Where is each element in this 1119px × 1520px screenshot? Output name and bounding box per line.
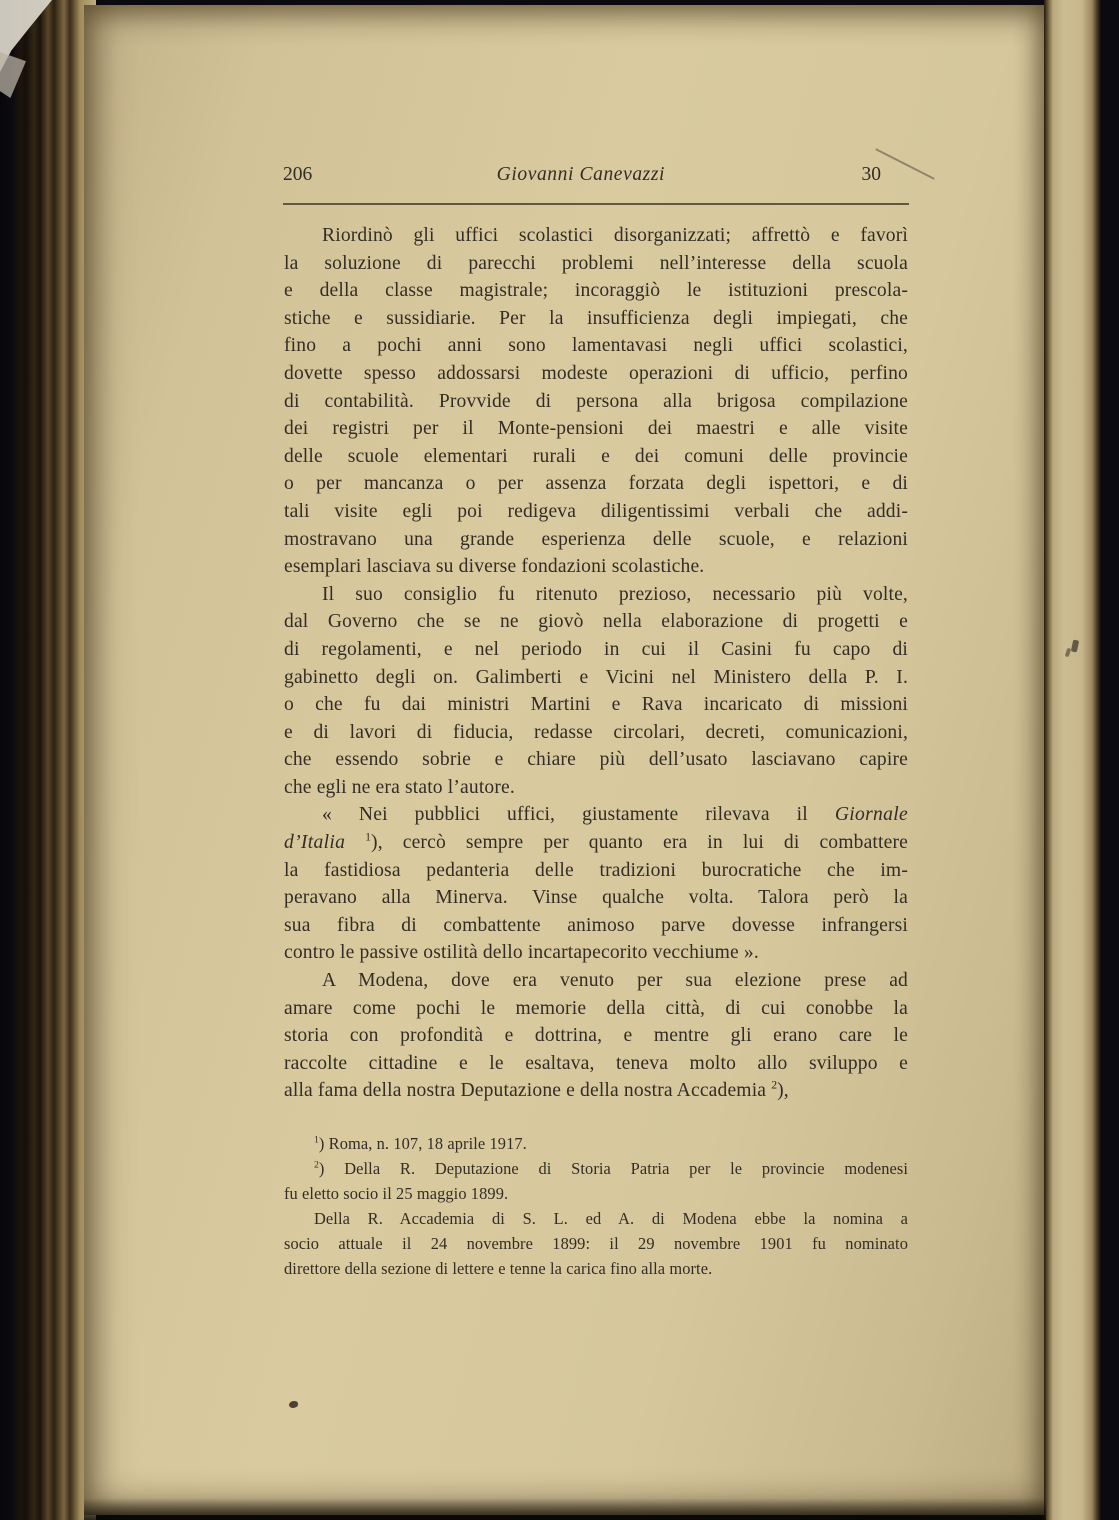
- text-line: tali visite egli poi redigeva diligentissimi verbali che addi-: [284, 500, 908, 522]
- text-line: contro le passive ostilità dello incartapecorito vecchiume ».: [284, 942, 759, 964]
- running-title: Giovanni Canevazzi: [496, 164, 666, 185]
- stacked-page-edges: [0, 0, 96, 1520]
- text-line: Riordinò gli uffici scolastici disorganizzati; affrettò e favorì: [322, 225, 908, 246]
- ink-speck: [289, 1401, 298, 1408]
- page-bottom-shadow: [84, 1498, 1046, 1520]
- text-line: fino a pochi anni sono lamentavasi negli uffici scolastici,: [284, 335, 908, 357]
- text-line: A Modena, dove era venuto per sua elezione prese ad: [322, 970, 908, 992]
- text-line: dovette spesso addossarsi modeste operazioni di ufficio, perfino: [284, 362, 908, 384]
- text-line: o che fu dai ministri Martini e Rava incaricato di missioni: [284, 694, 908, 716]
- footnotes: [284, 1131, 908, 1281]
- text-line: sua fibra di combattente animoso parve dovesse infrangersi: [284, 914, 908, 936]
- text-line: dei registri per il Monte-pensioni dei maestri e alle visite: [284, 418, 908, 440]
- text-line: che egli ne era stato l’autore.: [284, 776, 515, 798]
- text-line: e di lavori di fiducia, redasse circolari, decreti, comunicazioni,: [284, 721, 908, 743]
- text-line: stiche e sussidiarie. Per la insufficienza degli impiegati, che: [284, 307, 908, 329]
- page-header: [283, 164, 907, 186]
- text-line: gabinetto degli on. Galimberti e Vicini nel Ministero della P. I.: [284, 666, 908, 688]
- text-line: storia con profondità e dottrina, e mentre gli erano care le: [284, 1025, 908, 1047]
- header-rule: [283, 203, 909, 205]
- text-line: mostravano una grande esperienza delle scuole, e relazioni: [284, 528, 908, 550]
- scan-artifact: [1071, 640, 1079, 653]
- text-line: che essendo sobrie e chiare più dell’usato lasciavano capire: [284, 749, 908, 771]
- text-line: Della R. Accademia di S. L. ed A. di Modena ebbe la nomina a: [314, 1209, 908, 1228]
- text-line: di contabilità. Provvide di persona alla brigosa compilazione: [284, 390, 908, 412]
- text-line: socio attuale il 24 novembre 1899: il 29 novembre 1901 fu nominato: [284, 1234, 908, 1253]
- text-line: la soluzione di parecchi problemi nell’interesse della scuola: [284, 252, 908, 274]
- text-line: delle scuole elementari rurali e dei comuni delle provincie: [284, 445, 908, 467]
- text-line: di regolamenti, e nel periodo in cui il Casini fu capo di: [284, 638, 908, 660]
- next-page-edge: [1044, 0, 1101, 1520]
- page-number-left: 206: [283, 164, 313, 185]
- text-line: amare come pochi le memorie della città, di cui conobbe la: [284, 997, 908, 1019]
- text-line: $^2$) Della R. Deputazione di Storia Patria per le provincie modenesi: [314, 1159, 908, 1178]
- text-line: raccolte cittadine e le esaltava, teneva molto allo sviluppo e: [284, 1052, 908, 1074]
- text-line: dal Governo che se ne giovò nella elaborazione di progetti e: [284, 611, 908, 633]
- text-line: peravano alla Minerva. Vinse qualche volta. Talora però la: [284, 887, 908, 909]
- text-line: e della classe magistrale; incoraggiò le istituzioni prescola-: [284, 280, 908, 302]
- text-line: Il suo consiglio fu ritenuto prezioso, necessario più volte,: [322, 583, 908, 605]
- text-line: fu eletto socio il 25 maggio 1899.: [284, 1184, 509, 1203]
- body-text: [284, 222, 908, 1105]
- text-line: la fastidiosa pedanteria delle tradizioni burocratiche che im-: [284, 859, 908, 881]
- text-line: o per mancanza o per assenza forzata degli ispettori, e di: [284, 473, 908, 495]
- text-line: esemplari lasciava su diverse fondazioni scolastiche.: [284, 556, 705, 578]
- text-line: $^1$) Roma, n. 107, 18 aprile 1917.: [314, 1134, 527, 1153]
- page-number-right: 30: [861, 164, 881, 185]
- text-line: d’Italia $^1$), cercò sempre per quanto era in lui di combattere: [284, 830, 908, 854]
- text-line: direttore della sezione di lettere e tenne la carica fino alla morte.: [284, 1259, 713, 1278]
- text-line: alla fama della nostra Deputazione e della nostra Accademia $^2$),: [284, 1078, 789, 1102]
- text-line: « Nei pubblici uffici, giustamente rilevava il Giornale: [322, 804, 908, 826]
